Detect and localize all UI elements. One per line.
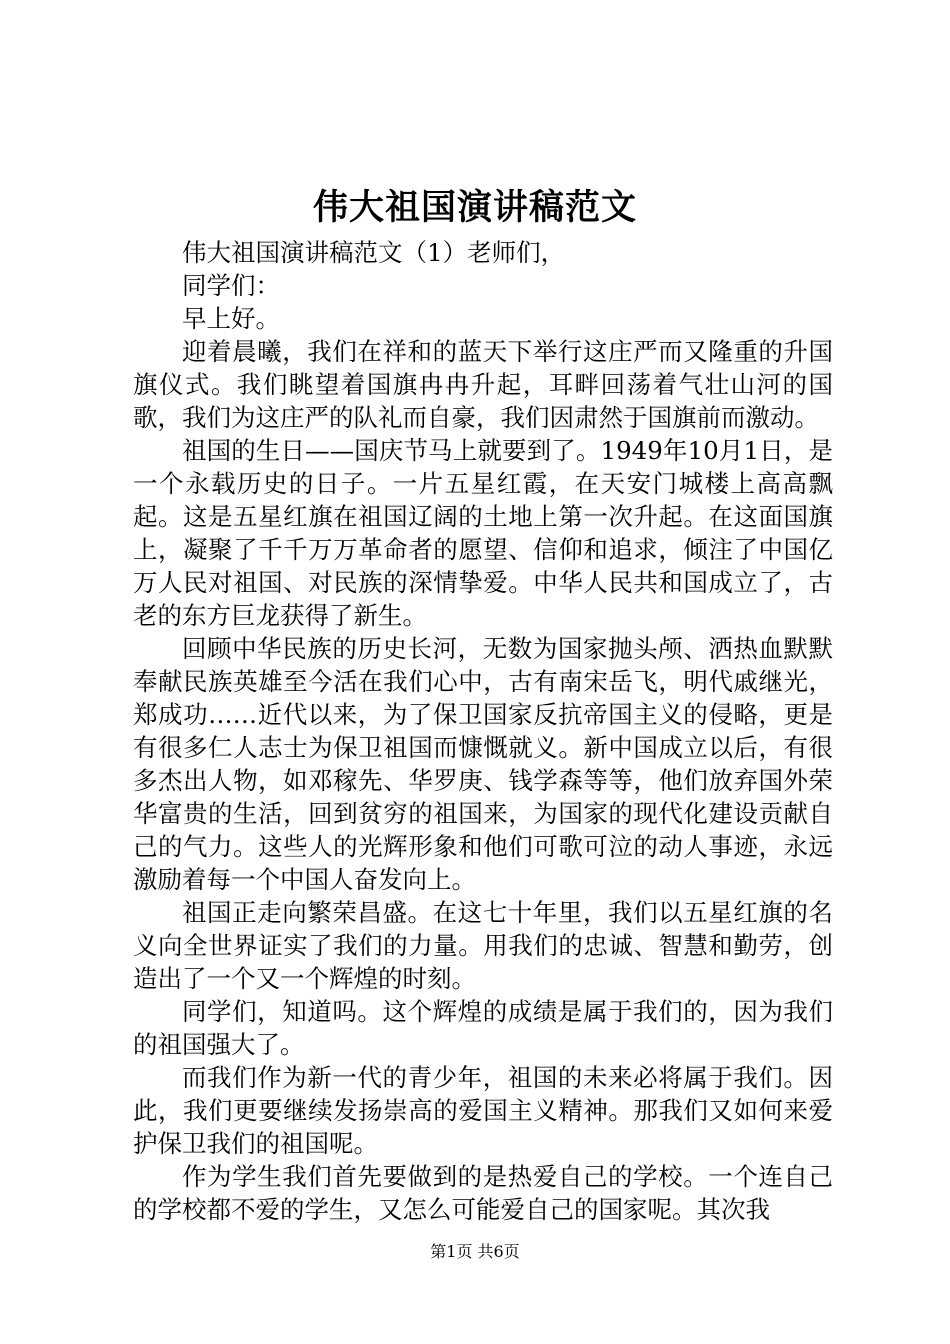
paragraph: 祖国的生日——国庆节马上就要到了。1949年10月1日，是一个永载历史的日子。一片五星红霞，在天安门城楼上高高飘起。这是五星红旗在祖国辽阔的土地上第一次升起。在这面国旗上，凝聚了千千万万革命者的愿望、信仰和追求，倾注了中国亿万人民对祖国、对民族的深情挚爱。中华人民共和国成立了，古老的东方巨龙获得了新生。 bbox=[133, 436, 833, 630]
paragraph-salutation-students: 同学们： bbox=[182, 271, 280, 300]
paragraph: 同学们，知道吗。这个辉煌的成绩是属于我们的，因为我们的祖国强大了。 bbox=[133, 997, 833, 1059]
paragraph-salutation: 伟大祖国演讲稿范文（1）老师们， bbox=[182, 238, 566, 267]
page-number-footer: 第1页 共6页 bbox=[430, 1242, 520, 1261]
paragraph: 而我们作为新一代的青少年，祖国的未来必将属于我们。因此，我们更要继续发扬崇高的爱国主义精神。那我们又如何来爱护保卫我们的祖国呢。 bbox=[133, 1063, 833, 1158]
paragraph: 回顾中华民族的历史长河，无数为国家抛头颅、洒热血默默奉献民族英雄至今活在我们心中，古有南宋岳飞，明代戚继光，郑成功……近代以来，为了保卫国家反抗帝国主义的侵略，更是有很多仁人志士为保卫祖国而慷慨就义。新中国成立以后，有很多杰出人物，如邓稼先、华罗庚、钱学森等等，他们放弃国外荣华富贵的生活，回到贫穷的祖国来，为国家的现代化建设贡献自己的气力。这些人的光辉形象和他们可歌可泣的动人事迹，永远激励着每一个中国人奋发向上。 bbox=[133, 634, 833, 894]
document-title: 伟大祖国演讲稿范文 bbox=[312, 187, 637, 228]
paragraph: 作为学生我们首先要做到的是热爱自己的学校。一个连自己的学校都不爱的学生，又怎么可能爱自己的国家呢。其次我 bbox=[133, 1162, 833, 1224]
document-body bbox=[133, 236, 833, 1226]
paragraph-greeting: 早上好。 bbox=[182, 304, 280, 333]
paragraph: 迎着晨曦，我们在祥和的蓝天下举行这庄严而又隆重的升国旗仪式。我们眺望着国旗冉冉升起，耳畔回荡着气壮山河的国歌，我们为这庄严的队礼而自豪，我们因肃然于国旗前而激动。 bbox=[133, 337, 833, 432]
paragraph: 祖国正走向繁荣昌盛。在这七十年里，我们以五星红旗的名义向全世界证实了我们的力量。用我们的忠诚、智慧和勤劳，创造出了一个又一个辉煌的时刻。 bbox=[133, 898, 833, 993]
